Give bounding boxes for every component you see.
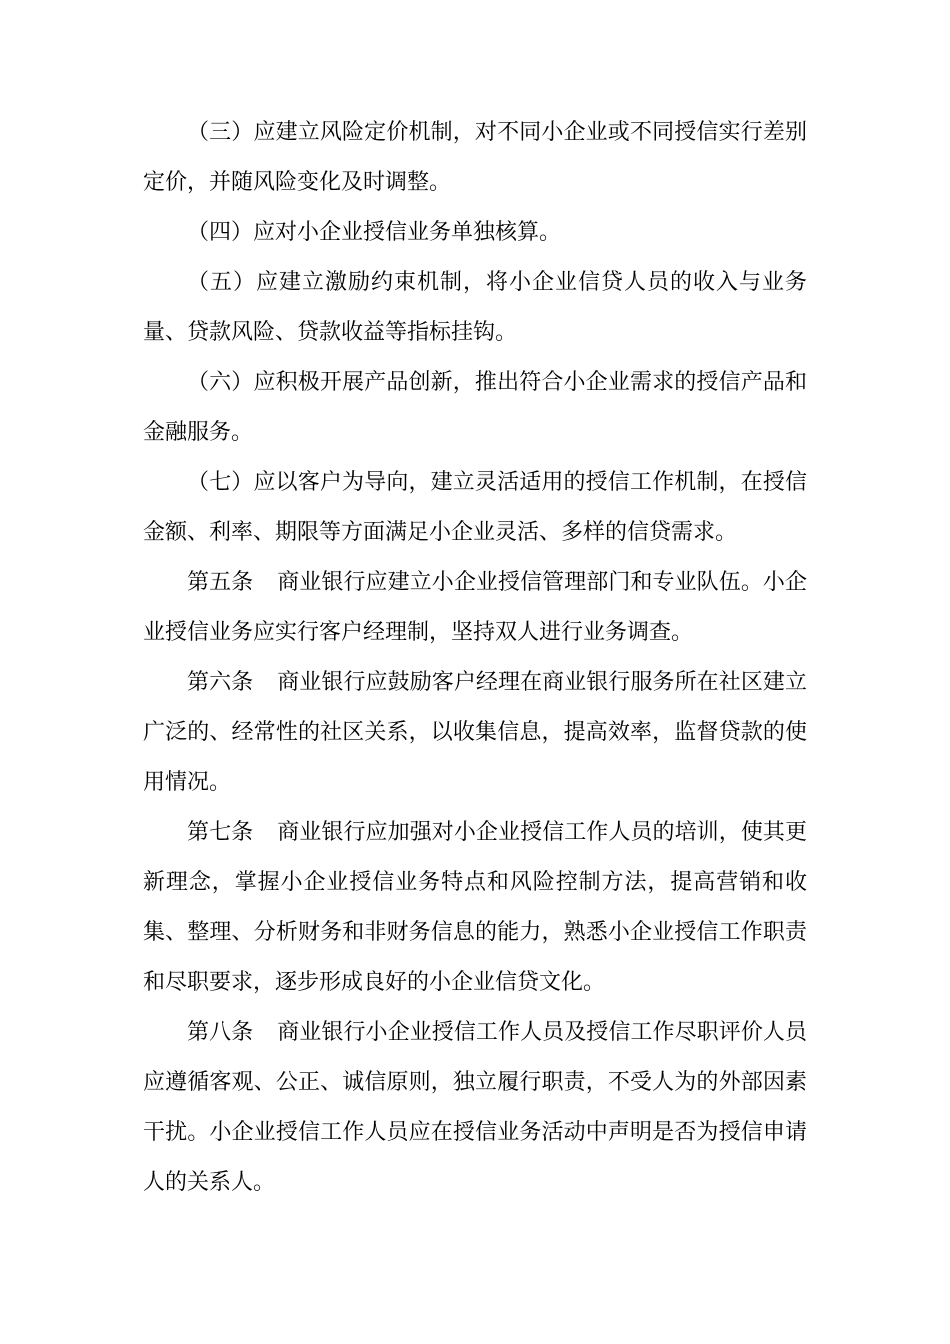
article-text: 商业银行应鼓励客户经理在商业银行服务所在社区建立广泛的、经常性的社区关系，以收集信息，提高效率，监督贷款的使用情况。 xyxy=(143,670,807,795)
article-5 xyxy=(143,558,807,658)
document-page xyxy=(143,108,807,1208)
article-7 xyxy=(143,808,807,1008)
paragraph-text: （六）应积极开展产品创新，推出符合小企业需求的授信产品和金融服务。 xyxy=(143,370,807,445)
paragraph-5 xyxy=(143,258,807,358)
article-heading: 第七条 xyxy=(187,820,254,845)
article-heading: 第八条 xyxy=(187,1020,254,1045)
article-text: 商业银行小企业授信工作人员及授信工作尽职评价人员应遵循客观、公正、诚信原则，独立履行职责，不受人为的外部因素干扰。小企业授信工作人员应在授信业务活动中声明是否为授信申请人的关系人。 xyxy=(143,1020,807,1195)
paragraph-text: （七）应以客户为导向，建立灵活适用的授信工作机制，在授信金额、利率、期限等方面满足小企业灵活、多样的信贷需求。 xyxy=(143,470,807,545)
paragraph-4 xyxy=(143,208,807,258)
paragraph-6 xyxy=(143,358,807,458)
article-heading: 第五条 xyxy=(187,570,254,595)
article-6 xyxy=(143,658,807,808)
article-heading: 第六条 xyxy=(187,670,254,695)
paragraph-text: （四）应对小企业授信业务单独核算。 xyxy=(187,220,562,245)
paragraph-text: （三）应建立风险定价机制，对不同小企业或不同授信实行差别定价，并随风险变化及时调整。 xyxy=(143,120,807,195)
article-text: 商业银行应建立小企业授信管理部门和专业队伍。小企业授信业务应实行客户经理制，坚持双人进行业务调查。 xyxy=(143,570,807,645)
paragraph-text: （五）应建立激励约束机制，将小企业信贷人员的收入与业务量、贷款风险、贷款收益等指标挂钩。 xyxy=(143,270,807,345)
article-text: 商业银行应加强对小企业授信工作人员的培训，使其更新理念，掌握小企业授信业务特点和风险控制方法，提高营销和收集、整理、分析财务和非财务信息的能力，熟悉小企业授信工作职责和尽职要求，逐步形成良好的小企业信贷文化。 xyxy=(143,820,807,995)
paragraph-3 xyxy=(143,108,807,208)
article-8 xyxy=(143,1008,807,1208)
paragraph-7 xyxy=(143,458,807,558)
